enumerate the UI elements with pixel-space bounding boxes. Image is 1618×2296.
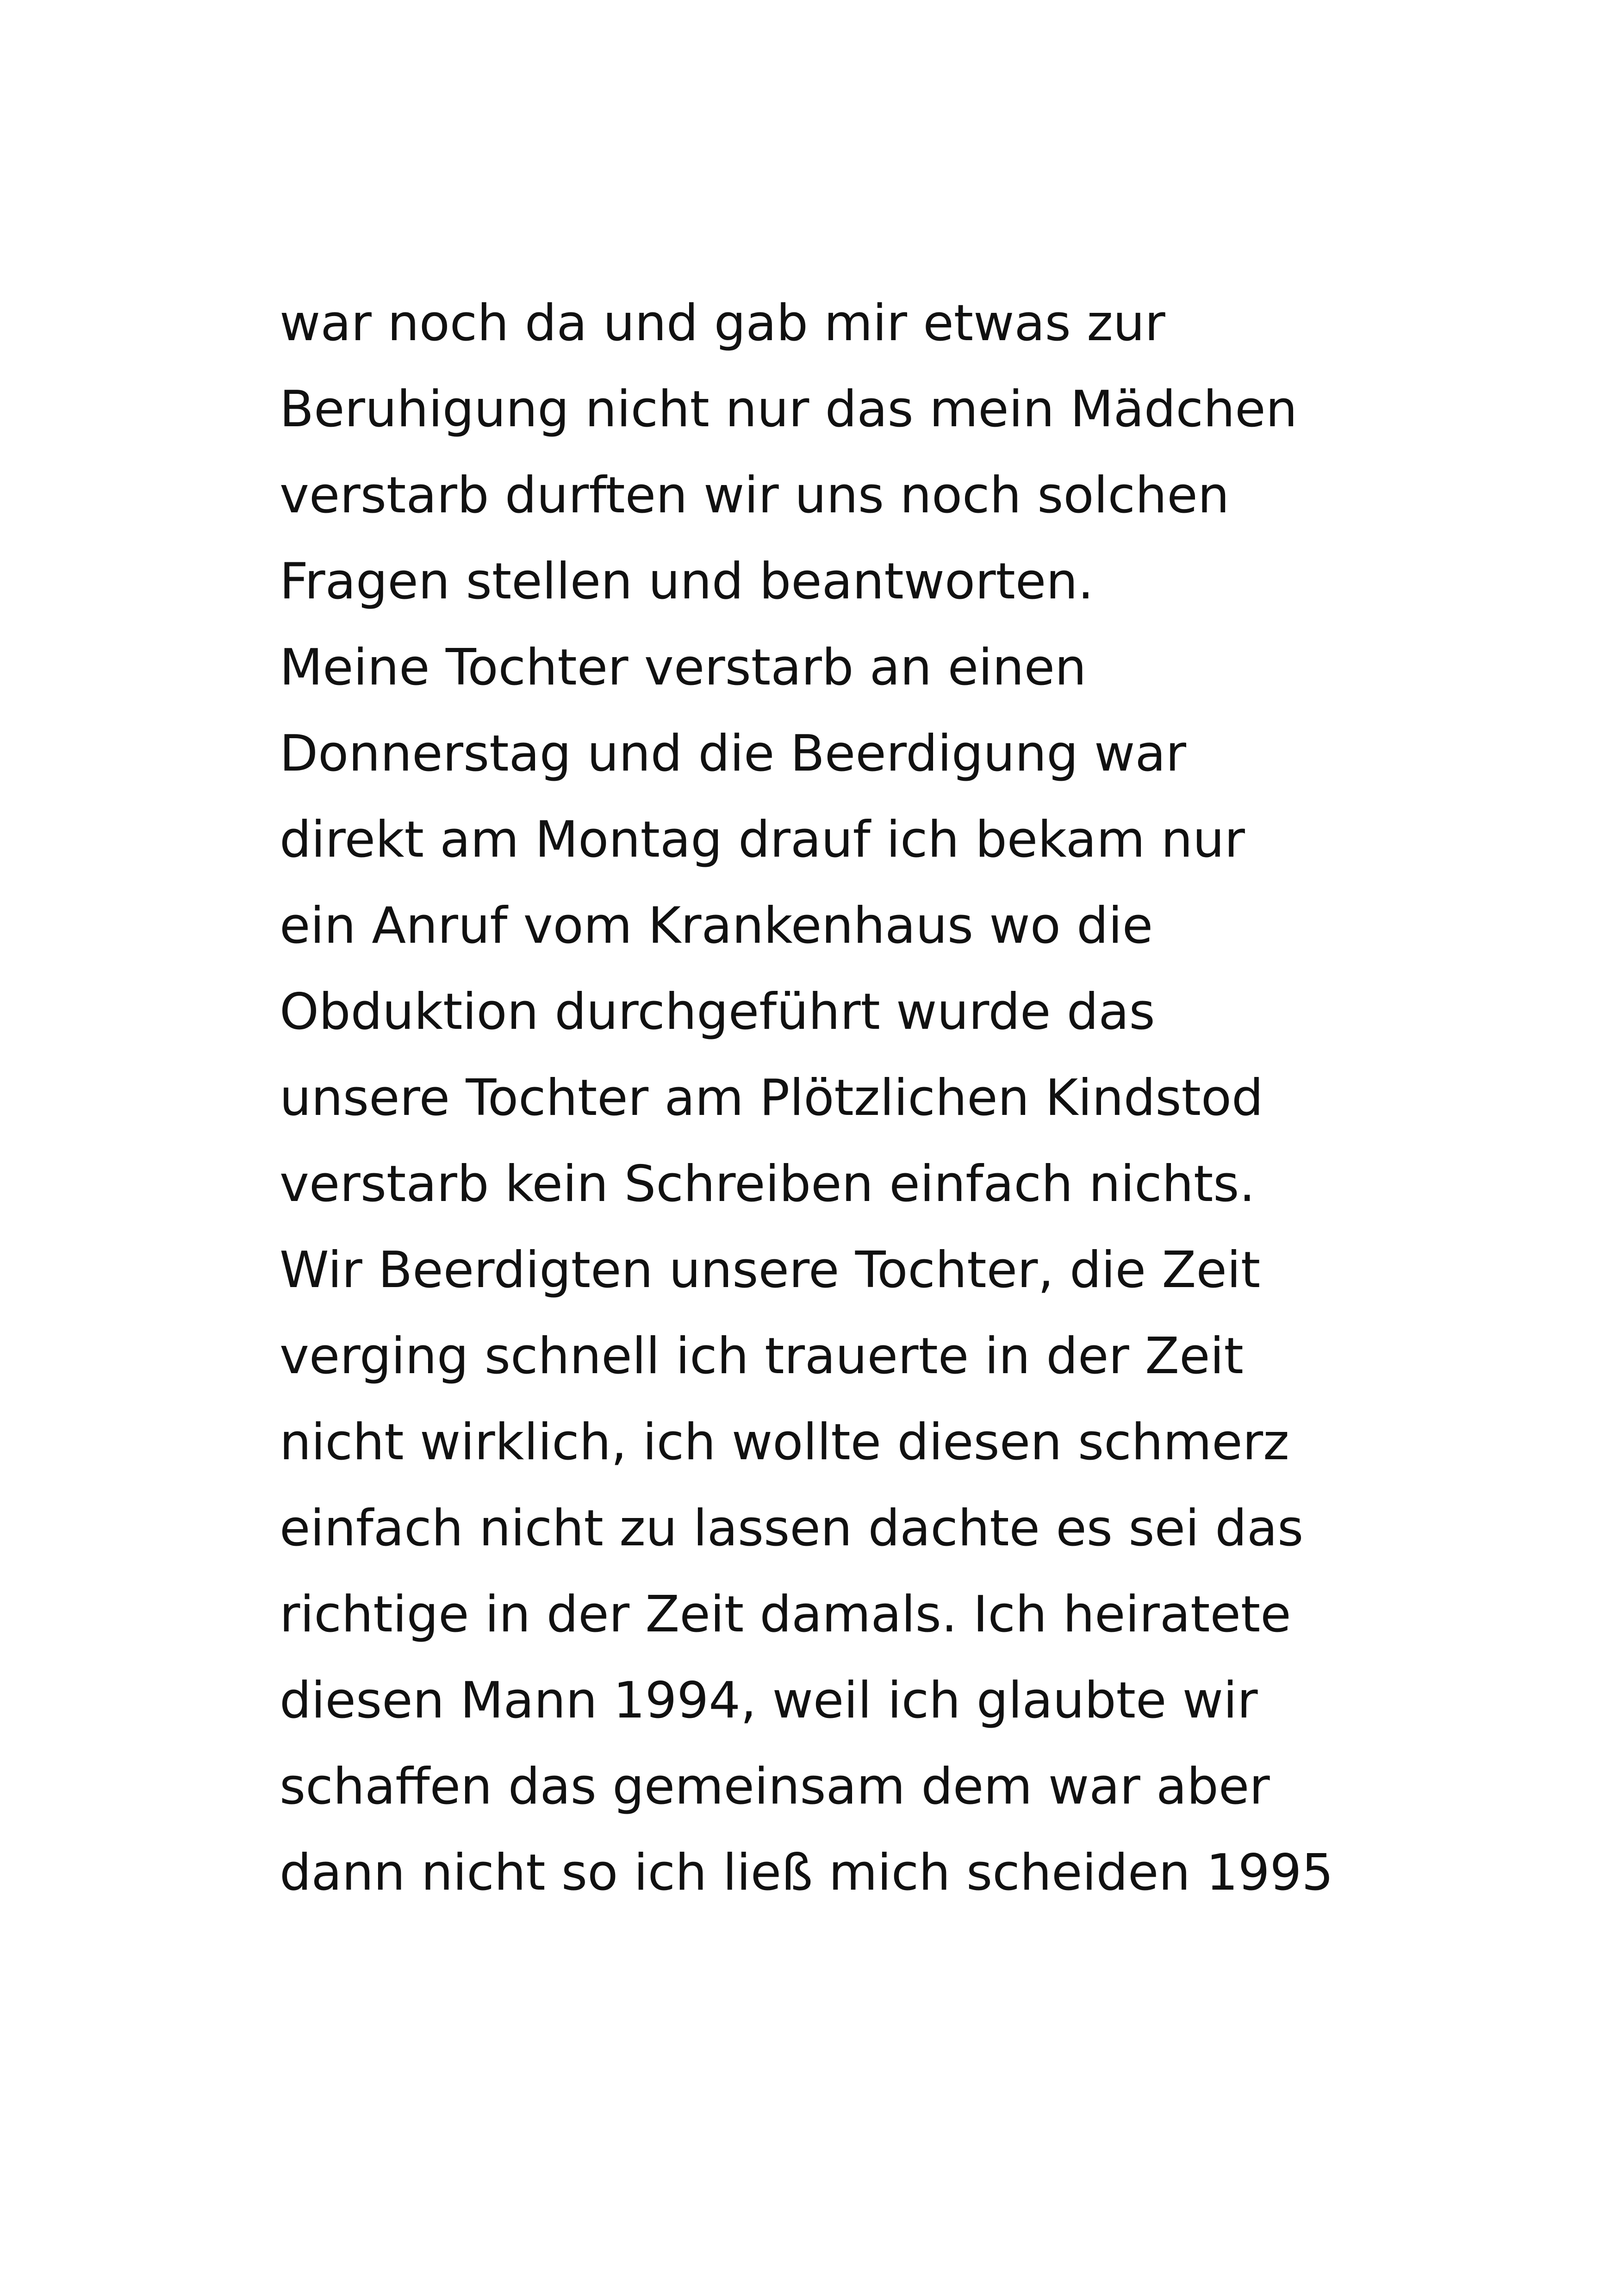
text-line: ein Anruf vom Krankenhaus wo die [280, 897, 1153, 955]
text-line: verstarb durften wir uns noch solchen [280, 467, 1230, 524]
text-line: war noch da und gab mir etwas zur [280, 294, 1165, 352]
text-line: Meine Tochter verstarb an einen [280, 639, 1087, 697]
text-line: direkt am Montag drauf ich bekam nur [280, 811, 1245, 869]
text-line: Donnerstag und die Beerdigung war [280, 725, 1187, 783]
body-text [280, 280, 1557, 1916]
text-line: schaffen das gemeinsam dem war aber [280, 1758, 1270, 1816]
text-line: Obduktion durchgeführt wurde das [280, 983, 1155, 1041]
text-line: richtige in der Zeit damals. Ich heiratete [280, 1586, 1291, 1643]
text-line: einfach nicht zu lassen dachte es sei das [280, 1500, 1304, 1557]
text-line: dann nicht so ich ließ mich scheiden 1995 [280, 1844, 1334, 1902]
text-line: nicht wirklich, ich wollte diesen schmerz [280, 1413, 1289, 1471]
text-line: Beruhigung nicht nur das mein Mädchen [280, 380, 1298, 438]
text-line: unsere Tochter am Plötzlichen Kindstod [280, 1069, 1263, 1127]
text-line: Wir Beerdigten unsere Tochter, die Zeit [280, 1241, 1261, 1299]
text-line: verging schnell ich trauerte in der Zeit [280, 1327, 1244, 1385]
text-line: Fragen stellen und beantworten. [280, 553, 1094, 610]
text-line: diesen Mann 1994, weil ich glaubte wir [280, 1672, 1258, 1730]
text-line: verstarb kein Schreiben einfach nichts. [280, 1155, 1255, 1213]
